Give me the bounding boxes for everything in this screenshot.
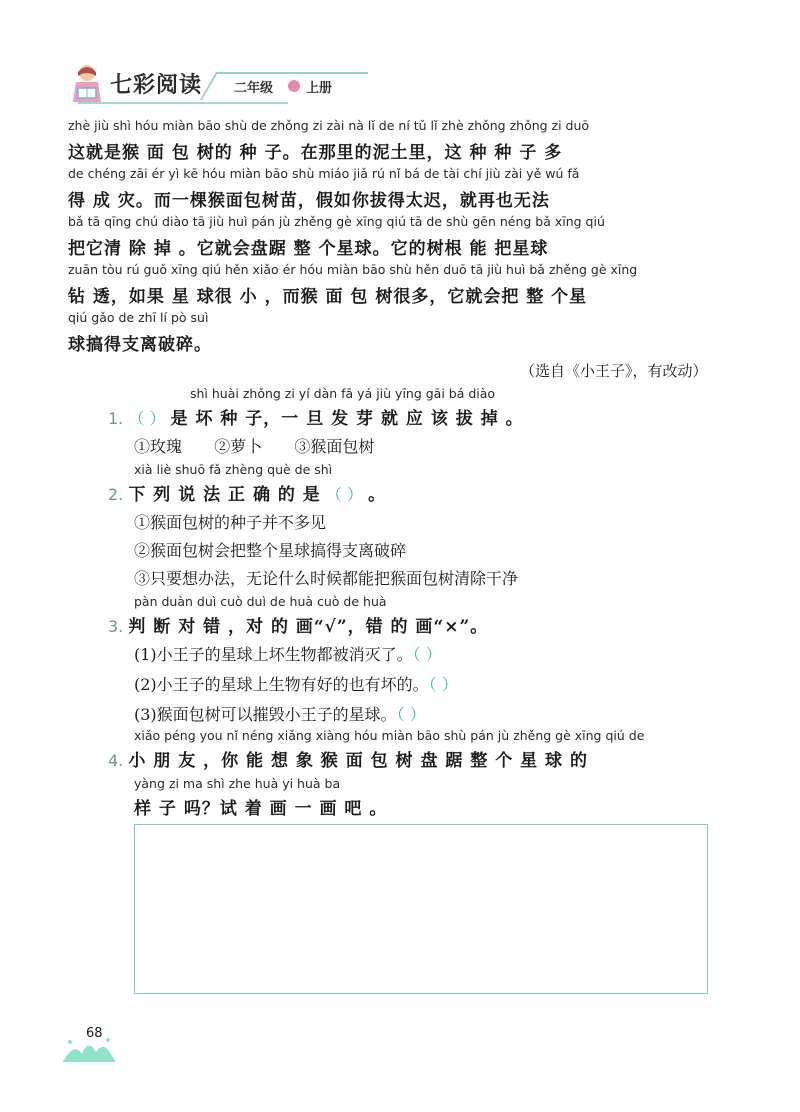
reading-girl-icon [68, 62, 106, 104]
question-3 [108, 612, 488, 637]
q3-item-1 [134, 642, 442, 665]
q1-text: 是 坏 种 子，一 旦 发 芽 就 应 该 拔 掉 。 [170, 409, 524, 429]
q3-item-1-text: (1)小王子的星球上坏生物都被消灭了。 [134, 645, 413, 664]
q4-number: 4. [108, 751, 124, 770]
q3-item-3 [134, 702, 426, 725]
q3-item-3-text: (3)猴面包树可以摧毁小王子的星球。 [134, 705, 397, 724]
drawing-area[interactable] [134, 824, 708, 994]
bullet-dot-icon [288, 80, 300, 92]
q3-item-2-blank[interactable]: （ ） [428, 675, 458, 694]
q4-text: 小 朋 友 ，你 能 想 象 猴 面 包 树 盘 踞 整 个 星 球 的 [128, 751, 588, 771]
page-header [68, 62, 368, 106]
q2-number: 2. [108, 485, 124, 504]
passage-line-2: 得 成 灾。而一棵猴面包树苗，假如你拔得太迟，就再也无法 [68, 191, 550, 211]
q1-option-1[interactable]: ①玫瑰 [134, 437, 183, 456]
passage-pinyin-3: bǎ tā qīng chú diào tā jiù huì pán jù zhěng gè xīng qiú tā de shù gēn néng bǎ xīng qiú [68, 214, 605, 229]
question-4 [108, 746, 588, 771]
q3-text: 判 断 对 错 ，对 的 画“√”，错 的 画“×”。 [128, 617, 489, 637]
q1-answer-blank[interactable]: （ ） [128, 409, 166, 428]
passage-line-1: 这就是猴 面 包 树的 种 子。在那里的泥土里，这 种 种 子 多 [68, 143, 563, 163]
q2-answer-blank[interactable]: （ ） [325, 485, 363, 504]
q2-option-1[interactable]: ①猴面包树的种子并不多见 [134, 513, 327, 532]
q2-option-3[interactable]: ③只要想办法，无论什么时候都能把猴面包树清除干净 [134, 569, 519, 588]
q3-item-1-blank[interactable]: （ ） [412, 645, 442, 664]
q3-pinyin: pàn duàn duì cuò duì de huà cuò de huà [134, 594, 387, 609]
passage-pinyin-4: zuān tòu rú guǒ xīng qiú hěn xiǎo ér hóu miàn bāo shù hěn duō tā jiù huì bǎ zhěng gè xīng [68, 262, 638, 277]
passage-pinyin-5: qiú gǎo de zhī lí pò suì [68, 310, 209, 325]
q3-item-3-blank[interactable]: （ ） [396, 705, 426, 724]
q1-number: 1. [108, 409, 124, 428]
q3-number: 3. [108, 617, 124, 636]
q2-option-2[interactable]: ②猴面包树会把整个星球搞得支离破碎 [134, 541, 407, 560]
q4-pinyin: xiǎo péng you nǐ néng xiǎng xiàng hóu miàn bāo shù pán jù zhěng gè xīng qiú de [134, 728, 645, 743]
passage-line-4: 钻 透，如果 星 球很 小 ，而猴 面 包 树很多，它就会把 整 个星 [68, 287, 588, 307]
q3-item-2-text: (2)小王子的星球上生物有好的也有坏的。 [134, 675, 429, 694]
passage-pinyin-2: de chéng zāi ér yì kē hóu miàn bāo shù miáo jiǎ rú nǐ bá de tài chí jiù zài yě wú fǎ [68, 166, 580, 181]
q3-item-2 [134, 672, 458, 695]
page-number: 68 [86, 1026, 103, 1041]
passage-pinyin-1: zhè jiù shì hóu miàn bāo shù de zhǒng zi zài nà lǐ de ní tǔ lǐ zhè zhǒng zhǒng zi duō [68, 118, 590, 133]
q1-pinyin: shì huài zhǒng zi yí dàn fā yá jiù yīng gāi bá diào [190, 386, 496, 401]
q2-pinyin: xià liè shuō fǎ zhèng què de shì [134, 462, 333, 477]
header-underline [78, 102, 288, 104]
q1-options [134, 434, 374, 457]
q4-pinyin-2: yàng zi ma shì zhe huà yi huà ba [134, 776, 341, 791]
source-citation: （选自《小王子》，有改动） [520, 362, 708, 380]
header-rule [216, 72, 368, 74]
passage-line-5: 球搞得支离破碎。 [68, 335, 212, 355]
q2-text: 下 列 说 法 正 确 的 是 [128, 485, 321, 505]
q4-text-2: 样 子 吗？试 着 画 一 画 吧 。 [134, 799, 388, 819]
volume-label: 上册 [306, 81, 333, 96]
passage-line-3: 把它清 除 掉 。它就会盘踞 整 个星球。它的树根 能 把星球 [68, 239, 549, 259]
question-2 [108, 480, 386, 505]
q1-option-3[interactable]: ③猴面包树 [294, 437, 375, 456]
grade-label: 二年级 [234, 81, 274, 96]
header-divider [200, 72, 218, 100]
q1-option-2[interactable]: ②萝卜 [214, 437, 263, 456]
q2-period: 。 [368, 485, 387, 505]
series-title: 七彩阅读 [110, 73, 203, 98]
question-1 [108, 404, 524, 429]
